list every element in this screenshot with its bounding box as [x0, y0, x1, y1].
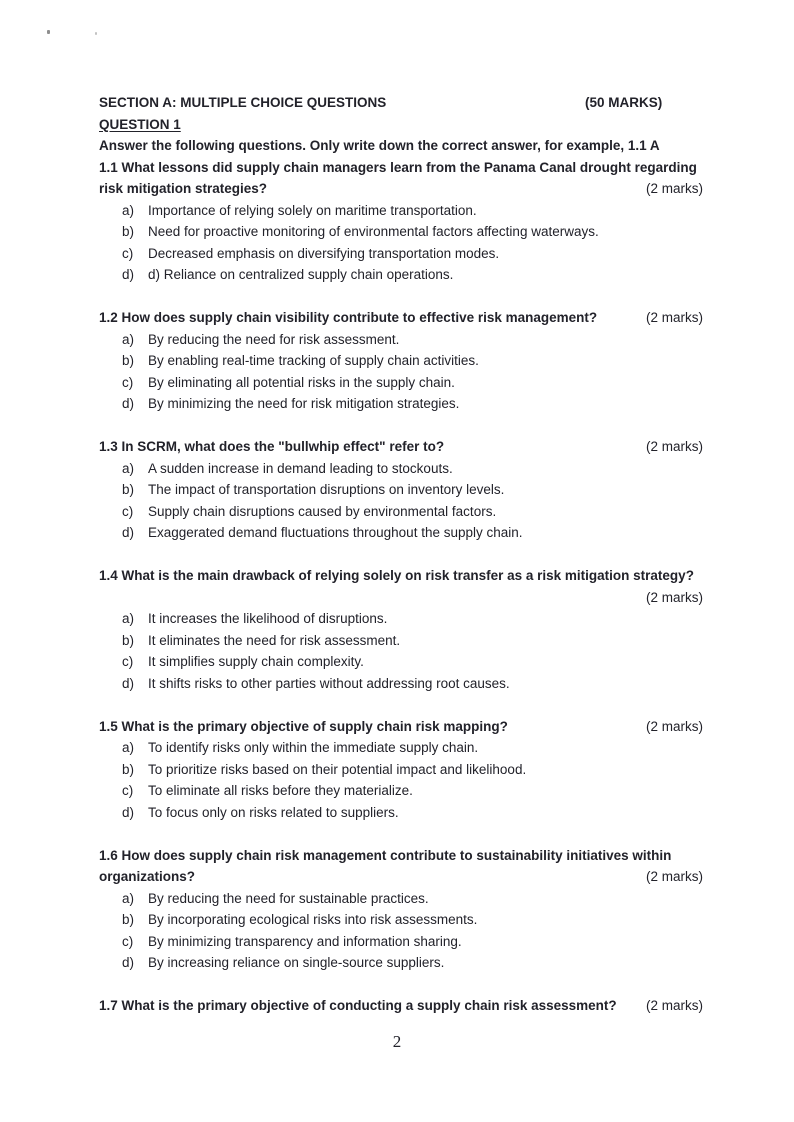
option-row [122, 802, 703, 824]
option-text: By reducing the need for sustainable practices. [148, 890, 429, 906]
option-letter: a) [122, 740, 135, 755]
option-letter: c) [122, 783, 134, 798]
question-head [99, 157, 703, 200]
marks-label: (2 marks) [646, 998, 703, 1013]
section-title: SECTION A: MULTIPLE CHOICE QUESTIONS [99, 95, 387, 110]
option-letter: a) [122, 890, 135, 906]
instruction-text: Answer the following questions. Only write down the correct answer, for example, 1.1 A [99, 138, 660, 153]
options-list [99, 458, 703, 544]
option-letter: d) [122, 396, 135, 411]
option-letter: c) [122, 503, 134, 519]
option-row [122, 501, 703, 523]
option-row [122, 759, 703, 781]
section-header [99, 92, 703, 114]
option-letter: d) [122, 525, 135, 540]
option-row [122, 372, 703, 394]
question-head [99, 307, 703, 329]
question-block-1-7 [99, 995, 703, 1017]
marks-label: (2 marks) [646, 310, 703, 325]
option-row [122, 737, 703, 759]
option-row [122, 651, 703, 673]
question-text: 1.1 What lessons did supply chain managers learn from the Panama Canal drought regarding risk mitigation strategies? [99, 159, 697, 196]
option-text: By minimizing the need for risk mitigation strategies. [148, 396, 460, 411]
option-text: To prioritize risks based on their potential impact and likelihood. [148, 761, 527, 777]
question-head [99, 716, 703, 738]
question-block-1-6 [99, 845, 703, 974]
option-row [122, 888, 703, 910]
option-letter: d) [122, 804, 135, 820]
option-text: Decreased emphasis on diversifying transportation modes. [148, 245, 500, 261]
option-letter: d) [122, 267, 135, 282]
option-row [122, 393, 703, 415]
question-head [99, 565, 703, 587]
question-head [99, 436, 703, 458]
option-text: It increases the likelihood of disruptions. [148, 611, 388, 626]
question-block-1-3 [99, 436, 703, 544]
option-row [122, 329, 703, 351]
option-text: The impact of transportation disruptions on inventory levels. [148, 482, 505, 497]
question-text: 1.6 How does supply chain risk management contribute to sustainability initiatives within organizations? [99, 847, 672, 884]
option-text: Supply chain disruptions caused by environmental factors. [148, 503, 497, 519]
option-row [122, 952, 703, 974]
option-row [122, 458, 703, 480]
options-list [99, 608, 703, 694]
option-text: By incorporating ecological risks into risk assessments. [148, 912, 478, 927]
option-text: By minimizing transparency and information sharing. [148, 933, 462, 949]
option-letter: d) [122, 675, 135, 691]
option-row [122, 479, 703, 501]
option-letter: b) [122, 912, 135, 927]
option-row [122, 780, 703, 802]
question-block-1-1 [99, 157, 703, 286]
question-block-1-2 [99, 307, 703, 415]
scan-speck [95, 32, 97, 35]
option-text: By enabling real-time tracking of supply chain activities. [148, 353, 479, 368]
option-letter: a) [122, 611, 135, 626]
option-letter: b) [122, 761, 135, 777]
options-list [99, 888, 703, 974]
option-row [122, 522, 703, 544]
question-head [99, 845, 703, 888]
option-letter: c) [122, 245, 134, 261]
question-block-1-5 [99, 716, 703, 824]
option-letter: b) [122, 632, 135, 648]
option-row [122, 264, 703, 286]
question-block-1-4 [99, 565, 703, 694]
question-text: 1.3 In SCRM, what does the "bullwhip effect" refer to? [99, 439, 445, 454]
option-letter: c) [122, 654, 134, 669]
option-text: It simplifies supply chain complexity. [148, 654, 364, 669]
option-text: To eliminate all risks before they materialize. [148, 783, 413, 798]
section-marks: (50 MARKS) [585, 95, 663, 110]
question-text: 1.7 What is the primary objective of conducting a supply chain risk assessment? [99, 998, 617, 1013]
option-text: d) Reliance on centralized supply chain operations. [148, 267, 454, 282]
question-text: 1.4 What is the main drawback of relying solely on risk transfer as a risk mitigation strategy? [99, 568, 694, 583]
option-text: By eliminating all potential risks in the supply chain. [148, 374, 455, 390]
option-letter: b) [122, 224, 135, 239]
question1-heading: QUESTION 1 [99, 116, 181, 132]
marks-label: (2 marks) [646, 589, 703, 605]
marks-label: (2 marks) [646, 181, 703, 196]
option-row [122, 909, 703, 931]
marks-label: (2 marks) [646, 869, 703, 884]
option-text: It eliminates the need for risk assessment. [148, 632, 401, 648]
marks-label: (2 marks) [646, 439, 703, 454]
option-text: To focus only on risks related to suppliers. [148, 804, 399, 820]
options-list [99, 737, 703, 823]
option-letter: a) [122, 460, 135, 476]
option-text: Importance of relying solely on maritime transportation. [148, 202, 477, 218]
option-text: A sudden increase in demand leading to stockouts. [148, 460, 453, 476]
scan-speck [47, 30, 50, 34]
option-row [122, 200, 703, 222]
option-letter: b) [122, 353, 135, 368]
question-head [99, 995, 703, 1017]
option-text: Exaggerated demand fluctuations throughout the supply chain. [148, 525, 523, 540]
option-row [122, 931, 703, 953]
page-content [99, 92, 703, 1017]
option-letter: b) [122, 482, 135, 497]
option-row [122, 243, 703, 265]
option-row [122, 221, 703, 243]
option-text: Need for proactive monitoring of environmental factors affecting waterways. [148, 224, 599, 239]
option-text: By increasing reliance on single-source suppliers. [148, 955, 445, 970]
option-letter: a) [122, 331, 135, 347]
option-letter: c) [122, 374, 134, 390]
question-text: 1.2 How does supply chain visibility contribute to effective risk management? [99, 310, 598, 325]
option-text: By reducing the need for risk assessment. [148, 331, 400, 347]
option-row [122, 630, 703, 652]
option-letter: d) [122, 955, 135, 970]
question-text: 1.5 What is the primary objective of supply chain risk mapping? [99, 718, 508, 734]
option-letter: c) [122, 933, 134, 949]
option-row [122, 350, 703, 372]
option-row [122, 673, 703, 695]
options-list [99, 200, 703, 286]
marks-label: (2 marks) [646, 718, 703, 734]
option-letter: a) [122, 202, 135, 218]
page-number: 2 [392, 1032, 402, 1051]
option-row [122, 608, 703, 630]
option-text: It shifts risks to other parties without addressing root causes. [148, 675, 510, 691]
option-text: To identify risks only within the immediate supply chain. [148, 740, 479, 755]
options-list [99, 329, 703, 415]
